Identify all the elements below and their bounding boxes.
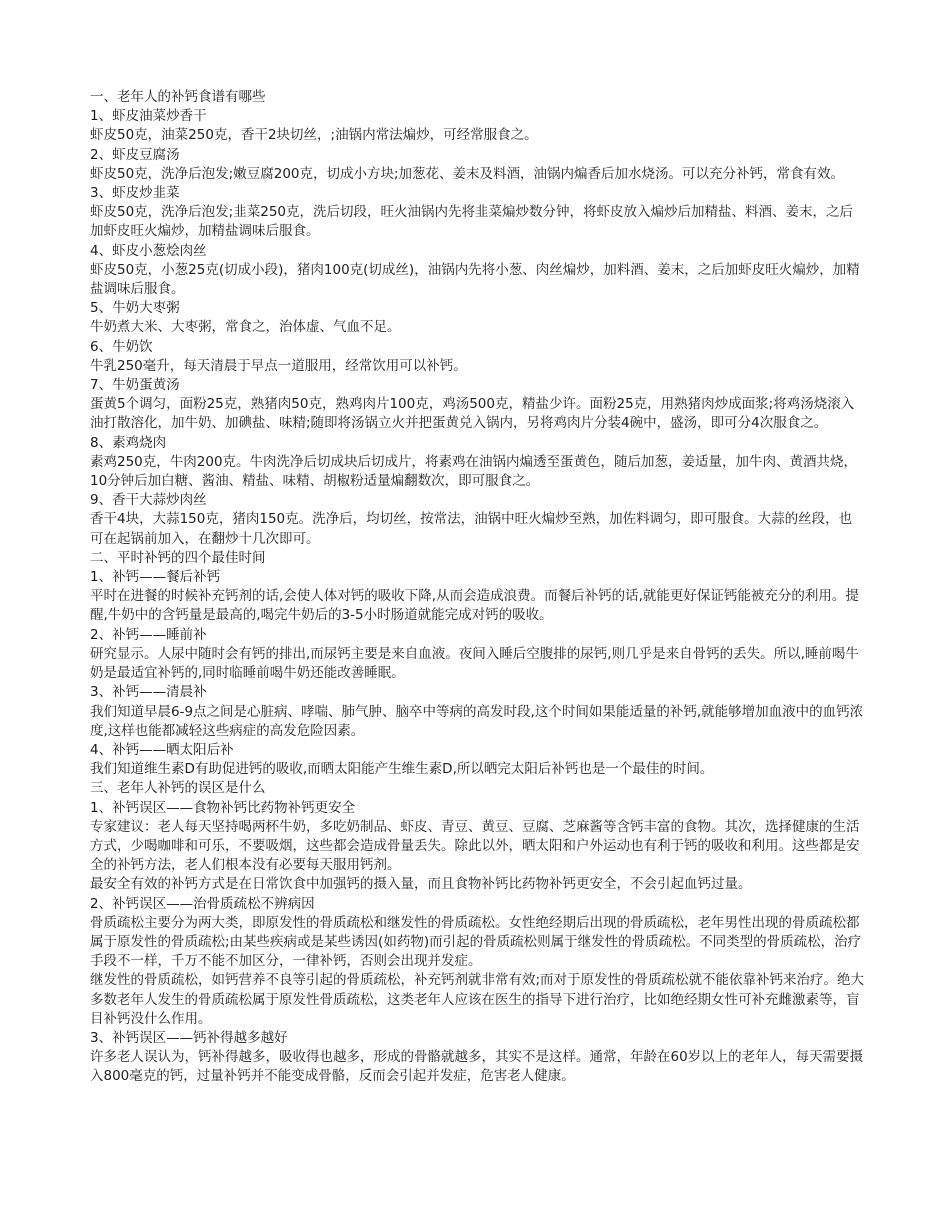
document-body [90,88,865,1087]
item-heading: 3、虾皮炒韭菜 [90,185,180,202]
section-heading: 二、平时补钙的四个最佳时间 [90,549,266,566]
body-paragraph: 牛乳250毫升，每天清晨于早点一道服用，经常饮用可以补钙。 [90,357,467,374]
body-paragraph: 牛奶煮大米、大枣粥，常食之，治体虚、气血不足。 [90,319,401,336]
item-heading: 2、虾皮豆腐汤 [90,146,180,163]
body-paragraph: 虾皮50克，洗净后泡发;嫩豆腐200克，切成小方块;加葱花、姜末及料酒，油锅内煸香后加水烧汤。可以充分补钙，常食有效。 [90,165,845,182]
item-heading: 1、补钙误区——食物补钙比药物补钙更安全 [90,799,356,816]
body-paragraph: 虾皮50克，油菜250克，香干2块切丝，;油锅内常法煸炒，可经常服食之。 [90,127,538,144]
item-heading: 2、补钙误区——治骨质疏松不辨病因 [90,895,315,912]
body-paragraph: 继发性的骨质疏松，如钙营养不良等引起的骨质疏松，补充钙剂就非常有效;而对于原发性的骨质疏松就不能依靠补钙来治疗。绝大多数老年人发生的骨质疏松属于原发性骨质疏松，这类老年人应该在医生的指导下进行治疗，比如绝经期女性可补充雌激素等，盲目补钙没什么作用。 [90,972,865,1027]
body-paragraph: 虾皮50克，洗净后泡发;韭菜250克，洗后切段，旺火油锅内先将韭菜煸炒数分钟，将虾皮放入煸炒后加精盐、料酒、姜末，之后加虾皮旺火煸炒，加精盐调味后服食。 [90,204,853,240]
body-paragraph: 研究显示。人尿中随时会有钙的排出,而尿钙主要是来自血液。夜间入睡后空腹排的尿钙,则几乎是来自骨钙的丢失。所以,睡前喝牛奶是最适宜补钙的,同时临睡前喝牛奶还能改善睡眠。 [90,645,859,682]
item-heading: 3、补钙误区——钙补得越多越好 [90,1029,288,1046]
body-paragraph: 虾皮50克，小葱25克(切成小段)，猪肉100克(切成丝)，油锅内先将小葱、肉丝煸炒，加料酒、姜末，之后加虾皮旺火煸炒，加精盐调味后服食。 [90,261,860,298]
body-paragraph: 专家建议：老人每天坚持喝两杯牛奶，多吃奶制品、虾皮、青豆、黄豆、豆腐、芝麻酱等含钙丰富的食物。其次，选择健康的生活方式，少喝咖啡和可乐，不要吸烟，这些都会造成骨量丢失。除此以外，晒太阳和户外运动也有利于钙的吸收和利用。这些都是安全的补钙方法，老人们根本没有必要每天服用钙剂。 [90,818,860,874]
section-heading: 一、老年人的补钙食谱有哪些 [90,89,266,105]
item-heading: 1、补钙——餐后补钙 [90,569,221,586]
item-heading: 4、补钙——晒太阳后补 [90,741,234,758]
item-heading: 2、补钙——睡前补 [90,626,207,643]
item-heading: 9、香干大蒜炒肉丝 [90,492,207,509]
item-heading: 8、素鸡烧肉 [90,434,167,451]
body-paragraph: 平时在进餐的时候补充钙剂的话,会使人体对钙的吸收下降,从而会造成浪费。而餐后补钙的话,就能更好保证钙能被充分的利用。提醒,牛奶中的含钙量是最高的,喝完牛奶后的3-5小时肠道就能完成对钙的吸收。 [90,588,859,624]
body-paragraph: 香干4块，大蒜150克，猪肉150克。洗净后，均切丝，按常法，油锅中旺火煸炒至熟，加佐料调匀，即可服食。大蒜的丝段，也可在起锅前加入，在翻炒十几次即可。 [90,511,853,547]
section-heading: 三、老年人补钙的误区是什么 [90,780,266,797]
item-heading: 5、牛奶大枣粥 [90,300,180,317]
body-paragraph: 骨质疏松主要分为两大类，即原发性的骨质疏松和继发性的骨质疏松。女性绝经期后出现的骨质疏松，老年男性出现的骨质疏松都属于原发性的骨质疏松;由某些疾病或是某些诱因(如药物)而引起的骨质疏松则属于继发性的骨质疏松。不同类型的骨质疏松，治疗手段不一样，千万不能不加区分，一律补钙，否则会出现并发症。 [90,914,862,970]
body-paragraph: 我们知道维生素D有助促进钙的吸收,而晒太阳能产生维生素D,所以晒完太阳后补钙也是一个最佳的时间。 [90,761,714,778]
body-paragraph: 蛋黄5个调匀，面粉25克，熟猪肉50克，熟鸡肉片100克，鸡汤500克，精盐少许。面粉25克，用熟猪肉炒成面浆;将鸡汤烧滚入油打散溶化，加牛奶、加碘盐、味精;随即将汤锅立火并把蛋黄兑入锅内，另将鸡肉片分装4碗中，盛汤，即可分4次服食之。 [90,396,855,432]
body-paragraph: 我们知道早晨6-9点之间是心脏病、哮喘、肺气肿、脑卒中等病的高发时段,这个时间如果能适量的补钙,就能够增加血液中的血钙浓度,这样也能都减轻这些病症的高发危险因素。 [90,703,864,739]
body-paragraph: 最安全有效的补钙方式是在日常饮食中加强钙的摄入量，而且食物补钙比药物补钙更安全，不会引起血钙过量。 [90,876,752,893]
item-heading: 1、虾皮油菜炒香干 [90,108,207,125]
body-paragraph: 素鸡250克，牛肉200克。牛肉洗净后切成块后切成片，将素鸡在油锅内煸透至蛋黄色，随后加葱，姜适量，加牛肉、黄酒共烧，10分钟后加白糖、酱油、精盐、味精、胡椒粉适量煸翻数次，即可服食之。 [90,453,858,490]
item-heading: 3、补钙——清晨补 [90,684,207,701]
item-heading: 6、牛奶饮 [90,338,153,355]
body-paragraph: 许多老人误认为，钙补得越多，吸收得也越多，形成的骨骼就越多，其实不是这样。通常，年龄在60岁以上的老年人，每天需要摄入800毫克的钙，过量补钙并不能变成骨骼，反而会引起并发症，危害老人健康。 [90,1049,864,1085]
item-heading: 4、虾皮小葱烩肉丝 [90,242,207,259]
item-heading: 7、牛奶蛋黄汤 [90,377,180,394]
